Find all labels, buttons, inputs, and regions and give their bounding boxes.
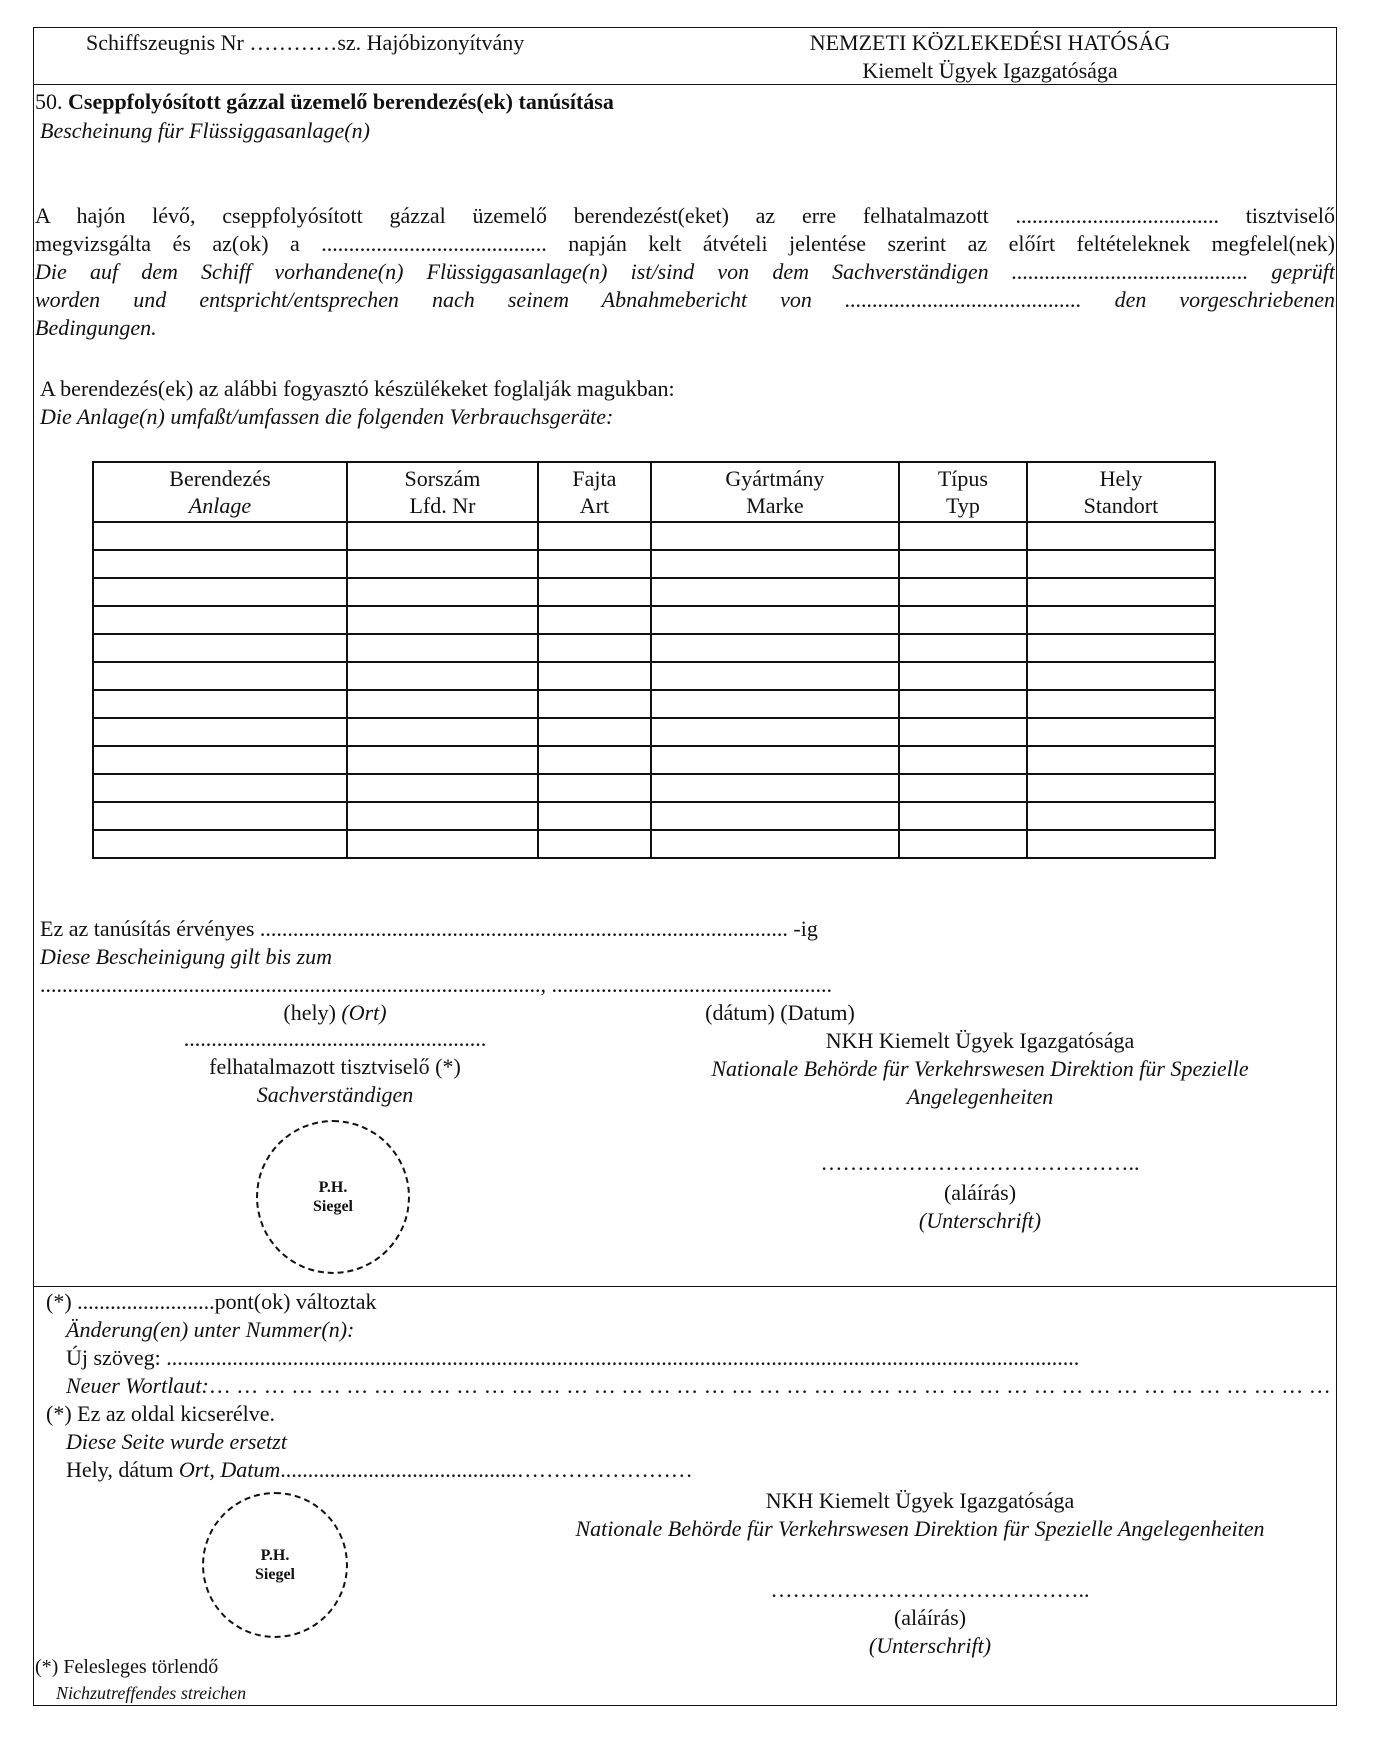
- table-cell[interactable]: [651, 718, 899, 746]
- new-text-hu: Új szöveg: ......................................................................................................................................................................: [66, 1345, 1080, 1370]
- validity-de: Diese Bescheinigung gilt bis zum: [40, 944, 333, 969]
- column-header: Fajta Art: [538, 462, 651, 522]
- equipment-table-header: [93, 462, 1215, 522]
- expert-label-hu: felhatalmazott tisztviselő (*): [209, 1054, 461, 1079]
- authority-directorate: Kiemelt Ügyek Igazgatósága: [862, 58, 1118, 83]
- date-label: (dátum) (Datum): [705, 1000, 855, 1025]
- table-cell[interactable]: [93, 746, 347, 774]
- statement-de-line3: Bedingungen.: [35, 315, 157, 340]
- section-title-de: Bescheinung für Flüssiggasanlage(n): [40, 118, 370, 143]
- authority-de-1: Nationale Behörde für Verkehrswesen Direktion für Spezielle: [711, 1056, 1249, 1081]
- authority-hu: NKH Kiemelt Ügyek Igazgatósága: [825, 1028, 1135, 1053]
- footnote-hu: (*) Felesleges törlendő: [35, 1656, 219, 1678]
- table-cell[interactable]: [347, 718, 538, 746]
- expert-label-de: Sachverständigen: [256, 1082, 414, 1107]
- footer-place-date: Hely, dátum Ort, Datum...........................................……………………: [66, 1457, 693, 1482]
- footer-seal-stamp: P.H. Siegel: [202, 1492, 348, 1638]
- table-cell[interactable]: [347, 550, 538, 578]
- section-heading: [35, 89, 614, 115]
- equipment-table: [92, 461, 1216, 859]
- table-cell[interactable]: [347, 774, 538, 802]
- table-cell[interactable]: [899, 606, 1027, 634]
- table-cell[interactable]: [651, 746, 899, 774]
- certificate-number: Schiffszeugnis Nr …………sz. Hajóbizonyítvány: [86, 30, 525, 55]
- table-cell[interactable]: [1027, 830, 1215, 858]
- table-cell[interactable]: [93, 634, 347, 662]
- table-cell[interactable]: [1027, 690, 1215, 718]
- table-cell[interactable]: [899, 830, 1027, 858]
- table-row: [93, 830, 1215, 858]
- table-cell[interactable]: [93, 606, 347, 634]
- replaced-hu: (*) Ez az oldal kicserélve.: [46, 1401, 276, 1426]
- footer-divider: [33, 1286, 1337, 1287]
- statement-de-line1: Die auf dem Schiff vorhandene(n) Flüssiggasanlage(n) ist/sind von dem Sachverständigen ........................................... geprüft: [35, 259, 1335, 284]
- footer-authority-de: Nationale Behörde für Verkehrswesen Direktion für Spezielle Angelegenheiten: [575, 1516, 1265, 1541]
- table-cell[interactable]: [538, 690, 651, 718]
- table-cell[interactable]: [651, 830, 899, 858]
- table-cell[interactable]: [538, 606, 651, 634]
- table-cell[interactable]: [899, 802, 1027, 830]
- table-row: [93, 802, 1215, 830]
- place-label: (hely) (Ort): [283, 1000, 387, 1025]
- changes-hu: (*) .........................pont(ok) változtak: [46, 1289, 377, 1314]
- table-cell[interactable]: [651, 802, 899, 830]
- section-title-hu: Cseppfolyósított gázzal üzemelő berendezés(ek) tanúsítása: [68, 89, 614, 114]
- table-cell[interactable]: [651, 578, 899, 606]
- table-cell[interactable]: [93, 578, 347, 606]
- table-cell[interactable]: [347, 606, 538, 634]
- footer-signature-hu: (aláírás): [893, 1605, 967, 1630]
- table-cell[interactable]: [93, 830, 347, 858]
- validity-hu: Ez az tanúsítás érvényes ................................................................................................ -ig: [40, 916, 818, 941]
- table-cell[interactable]: [93, 718, 347, 746]
- table-cell[interactable]: [1027, 634, 1215, 662]
- table-cell[interactable]: [347, 662, 538, 690]
- signature-label-hu: (aláírás): [943, 1180, 1017, 1205]
- table-cell[interactable]: [899, 690, 1027, 718]
- changes-de: Änderung(en) unter Nummer(n):: [66, 1317, 355, 1342]
- signature-label-de: (Unterschrift): [918, 1208, 1042, 1233]
- table-cell[interactable]: [651, 634, 899, 662]
- table-cell[interactable]: [538, 550, 651, 578]
- table-cell[interactable]: [347, 746, 538, 774]
- table-cell[interactable]: [1027, 606, 1215, 634]
- table-cell[interactable]: [93, 662, 347, 690]
- table-cell[interactable]: [347, 690, 538, 718]
- footer-signature-line: ……………………………………..: [770, 1577, 1090, 1602]
- footer-signature-de: (Unterschrift): [868, 1633, 992, 1658]
- table-cell[interactable]: [93, 802, 347, 830]
- table-cell[interactable]: [651, 690, 899, 718]
- place-date-line: ..........................................................................................., ...................................................: [40, 972, 832, 997]
- table-cell[interactable]: [347, 634, 538, 662]
- footnote-de: Nichzutreffendes streichen: [56, 1683, 247, 1703]
- column-header: Típus Typ: [899, 462, 1027, 522]
- table-cell[interactable]: [899, 578, 1027, 606]
- table-cell[interactable]: [538, 522, 651, 550]
- table-cell[interactable]: [538, 746, 651, 774]
- expert-line: .......................................................: [183, 1026, 487, 1051]
- consumers-intro-de: Die Anlage(n) umfaßt/umfassen die folgenden Verbrauchsgeräte:: [40, 404, 614, 429]
- statement-hu-line1: A hajón lévő, cseppfolyósított gázzal üzemelő berendezést(eket) az erre felhatalmazott ..................................... tisztviselő: [35, 203, 1335, 228]
- table-cell[interactable]: [538, 578, 651, 606]
- table-cell[interactable]: [347, 578, 538, 606]
- table-cell[interactable]: [1027, 662, 1215, 690]
- table-cell[interactable]: [538, 830, 651, 858]
- table-cell[interactable]: [899, 746, 1027, 774]
- table-cell[interactable]: [538, 634, 651, 662]
- table-cell[interactable]: [899, 662, 1027, 690]
- table-cell[interactable]: [1027, 550, 1215, 578]
- table-cell[interactable]: [1027, 802, 1215, 830]
- footer-authority-hu: NKH Kiemelt Ügyek Igazgatósága: [765, 1488, 1075, 1513]
- seal-stamp: P.H. Siegel: [256, 1120, 410, 1274]
- table-cell[interactable]: [1027, 578, 1215, 606]
- table-cell[interactable]: [347, 830, 538, 858]
- table-cell[interactable]: [1027, 774, 1215, 802]
- table-cell[interactable]: [93, 522, 347, 550]
- table-cell[interactable]: [651, 662, 899, 690]
- table-cell[interactable]: [899, 522, 1027, 550]
- table-cell[interactable]: [93, 550, 347, 578]
- table-cell[interactable]: [899, 774, 1027, 802]
- table-cell[interactable]: [538, 662, 651, 690]
- statement-de-line2: worden und entspricht/entsprechen nach seinem Abnahmebericht von ........................................... den vorgeschriebenen: [35, 287, 1335, 312]
- table-cell[interactable]: [93, 690, 347, 718]
- table-cell[interactable]: [538, 802, 651, 830]
- table-row: [93, 718, 1215, 746]
- table-cell[interactable]: [651, 774, 899, 802]
- table-cell[interactable]: [651, 550, 899, 578]
- table-cell[interactable]: [899, 550, 1027, 578]
- table-cell[interactable]: [899, 634, 1027, 662]
- signature-line: ……………………………………..: [820, 1150, 1140, 1175]
- table-row: [93, 550, 1215, 578]
- column-header: Gyártmány Marke: [651, 462, 899, 522]
- table-cell[interactable]: [93, 774, 347, 802]
- table-cell[interactable]: [651, 522, 899, 550]
- table-row: [93, 522, 1215, 550]
- table-cell[interactable]: [1027, 522, 1215, 550]
- replaced-de: Diese Seite wurde ersetzt: [66, 1429, 287, 1454]
- table-cell[interactable]: [1027, 718, 1215, 746]
- authority-name: NEMZETI KÖZLEKEDÉSI HATÓSÁG: [809, 30, 1171, 55]
- table-row: [93, 662, 1215, 690]
- table-row: [93, 634, 1215, 662]
- table-cell[interactable]: [538, 774, 651, 802]
- statement-hu-line2: megvizsgálta és az(ok) a ......................................... napján kelt átvételi jelentése szerint az előírt feltételeknek megfelel(nek): [35, 231, 1335, 256]
- new-text-de: Neuer Wortlaut:… … … … … … … … … … … … … … … … … … … … … … … … … … … … … … … … … … … … … … … … …: [66, 1373, 1331, 1398]
- table-row: [93, 606, 1215, 634]
- section-number: 50.: [35, 89, 63, 114]
- table-row: [93, 578, 1215, 606]
- table-cell[interactable]: [347, 802, 538, 830]
- authority-de-2: Angelegenheiten: [906, 1084, 1054, 1109]
- column-header: Sorszám Lfd. Nr: [347, 462, 538, 522]
- header-divider: [33, 84, 1337, 85]
- table-cell[interactable]: [651, 606, 899, 634]
- table-row: [93, 774, 1215, 802]
- table-row: [93, 746, 1215, 774]
- consumers-intro-hu: A berendezés(ek) az alábbi fogyasztó készülékeket foglalják magukban:: [40, 376, 675, 401]
- table-row: [93, 690, 1215, 718]
- column-header: Hely Standort: [1027, 462, 1215, 522]
- table-cell[interactable]: [347, 522, 538, 550]
- column-header: Berendezés Anlage: [93, 462, 347, 522]
- table-cell[interactable]: [1027, 746, 1215, 774]
- table-cell[interactable]: [538, 718, 651, 746]
- table-cell[interactable]: [899, 718, 1027, 746]
